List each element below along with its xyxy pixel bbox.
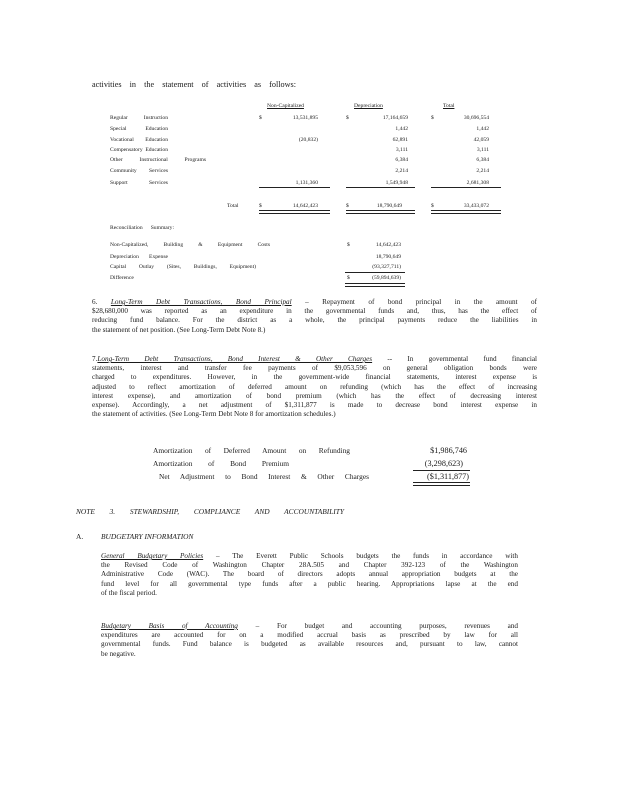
col-header-total: Total (443, 103, 455, 109)
item-7-heading: Long-Term Debt Transactions, Bond Interest & Other Charges (97, 355, 373, 363)
budgetary-basis-heading: Budgetary Basis of Accounting (101, 622, 238, 630)
row-depreciation-value: 3,111 (395, 147, 408, 153)
item-7-line-1: -- In governmental fund financial (387, 355, 538, 363)
item-7-line-3: charged to expenditures. However, in the government-wide financial statements, interest expense is (92, 373, 537, 382)
row-total-value: 2,214 (476, 168, 489, 174)
col-header-noncap: Non-Capitalized (267, 103, 304, 109)
item-6-line-2: $28,680,000 was reported as an expenditure in the governmental funds and, thus, has the effect of (92, 307, 537, 316)
reconciliation-value: 14,642,423 (375, 242, 401, 248)
reconciliation-value: 18,790,649 (375, 254, 401, 260)
reconciliation-rule (345, 272, 405, 273)
section-title: BUDGETARY INFORMATION (101, 532, 194, 541)
total-double-rule-b (346, 210, 415, 214)
total-sym-b: $ (346, 203, 349, 209)
row-currency-symbol-c: $ (431, 115, 434, 121)
item-6-line-4: the statement of net position. (See Long-Term Debt Note 8.) (92, 325, 266, 334)
reconciliation-value: (93,327,711) (372, 264, 401, 270)
subtotal-rule-b (346, 187, 415, 188)
budgetary-policies-line-3: Administrative Code (WAC). The board of directors adopts annual appropriation budgets at the (101, 570, 518, 579)
row-total-value: 2,681,308 (466, 180, 489, 186)
row-total-value: 3,111 (476, 147, 489, 153)
reconciliation-label: Capital Outlay (Sites, Buildings, Equipment) (110, 264, 256, 270)
row-noncap-value: (20,832) (298, 137, 318, 143)
col-header-depreciation: Depreciation (354, 103, 383, 109)
reconciliation-title: Reconciliation Summary: (110, 225, 174, 231)
budgetary-basis-line-2: expenditures are accounted for on a modified accrual basis as prescribed by law for all (101, 631, 518, 640)
row-total-value: 1,442 (476, 126, 489, 132)
row-label: Compensatory Education (110, 147, 168, 153)
reconciliation-value: (59,894,639) (372, 275, 401, 281)
section-letter: A. (76, 532, 84, 541)
reconciliation-currency-symbol: $ (347, 242, 350, 248)
item-6-line-3: reducing fund balance. For the district as a whole, the principal payments reduce the liabilities in (92, 316, 537, 325)
item-7-line-7: the statement of activities. (See Long-Term Debt Note 8 for amortization schedules.) (92, 410, 336, 419)
item-7-line-2: statements, interest and transfer fee payments of $9,053,596 on general obligation bonds were (92, 364, 537, 373)
budgetary-basis-line-4: be negative. (101, 649, 136, 658)
row-noncap-value: 13,531,895 (292, 115, 318, 121)
budgetary-basis-line-1: – For budget and accounting purposes, revenues and (255, 622, 519, 630)
note-3-title: NOTE 3. STEWARDSHIP, COMPLIANCE AND ACCOUNTABILITY (76, 507, 344, 516)
reconciliation-label: Depreciation Expense (110, 254, 168, 260)
reconciliation-label: Non-Capitalized, Building & Equipment Costs (110, 242, 270, 248)
item-7-line-6: expense). Accordingly, a net adjustment of $1,311,877 is made to decrease bond interest expense in (92, 401, 537, 410)
row-depreciation-value: 1,442 (395, 126, 408, 132)
budgetary-policies-line-1: – The Everett Public Schools budgets the funds in accordance with (215, 552, 518, 560)
row-currency-symbol-a: $ (259, 115, 262, 121)
paragraph-budgetary-basis (101, 622, 518, 659)
amortization-value-1: $1,986,746 (430, 446, 467, 455)
reconciliation-label: Difference (110, 275, 134, 281)
subtotal-rule-a (259, 187, 330, 188)
row-depreciation-value: 62,891 (392, 137, 408, 143)
row-depreciation-value: 2,214 (395, 168, 408, 174)
budgetary-policies-line-4: fund level for all governmental type funds after a public hearing. Appropriations lapse at the end (101, 579, 518, 588)
budgetary-policies-line-2: the Revised Code of Washington Chapter 28A.505 and Chapter 392-123 of the Washington (101, 561, 518, 570)
item-6-number: 6. (92, 298, 98, 306)
row-label: Vocational Education (110, 137, 168, 143)
total-sym-a: $ (259, 203, 262, 209)
amortization-rule (413, 470, 470, 471)
row-total-value: 30,696,554 (463, 115, 489, 121)
amortization-label-2: Amortization of Bond Premium (153, 459, 289, 468)
item-6-line-1: – Repayment of bond principal in the amount of (305, 298, 538, 306)
budgetary-basis-line-3: governmental funds. Fund balance is budgeted as available resources and, pursuant to law, cannot (101, 640, 518, 649)
amortization-label-3: Net Adjustment to Bond Interest & Other Charges (159, 472, 369, 481)
row-depreciation-value: 1,549,948 (385, 180, 408, 186)
row-depreciation-value: 6,384 (395, 157, 408, 163)
row-label: Community Services (110, 168, 168, 174)
row-label: Other Instructional Programs (110, 157, 206, 163)
total-double-rule-a (259, 210, 330, 214)
paragraph-item-7 (92, 355, 537, 419)
total-label: Total (227, 203, 239, 209)
amortization-label-1: Amortization of Deferred Amount on Refunding (153, 446, 350, 455)
paragraph-budgetary-policies (101, 552, 518, 598)
row-noncap-value: 1,131,360 (295, 180, 318, 186)
amortization-value-2: (3,298,623) (424, 459, 463, 468)
row-currency-symbol-b: $ (346, 115, 349, 121)
total-noncap: 14,642,423 (292, 203, 318, 209)
total-sym-c: $ (431, 203, 434, 209)
item-6-heading: Long-Term Debt Transactions, Bond Principal (110, 298, 292, 306)
budgetary-policies-line-5: of the fiscal period. (101, 588, 157, 597)
reconciliation-double-rule (345, 283, 405, 287)
row-label: Support Services (110, 180, 168, 186)
total-total: 33,433,072 (463, 203, 489, 209)
item-7-number: 7. (92, 355, 98, 363)
amortization-double-rule (413, 482, 470, 486)
amortization-value-3: ($1,311,877) (427, 472, 469, 481)
budgetary-policies-heading: General Budgetary Policies (101, 552, 204, 560)
row-total-value: 42,059 (473, 137, 489, 143)
row-label: Regular Instruction (110, 115, 168, 121)
item-7-line-4: adjusted to reflect amortization of deferred amount on refunding (which has the effect of increasing (92, 382, 537, 391)
subtotal-rule-c (431, 187, 501, 188)
paragraph-item-6 (92, 298, 537, 335)
row-depreciation-value: 17,164,659 (382, 115, 408, 121)
reconciliation-currency-symbol: $ (347, 275, 350, 281)
total-depreciation: 18,790,649 (376, 203, 402, 209)
row-label: Special Education (110, 126, 168, 132)
intro-text: activities in the statement of activities as follows: (92, 80, 296, 89)
row-total-value: 6,384 (476, 157, 489, 163)
item-7-line-5: interest expense), and amortization of bond premium (which has the effect of decreasing interest (92, 391, 537, 400)
total-double-rule-c (431, 210, 501, 214)
